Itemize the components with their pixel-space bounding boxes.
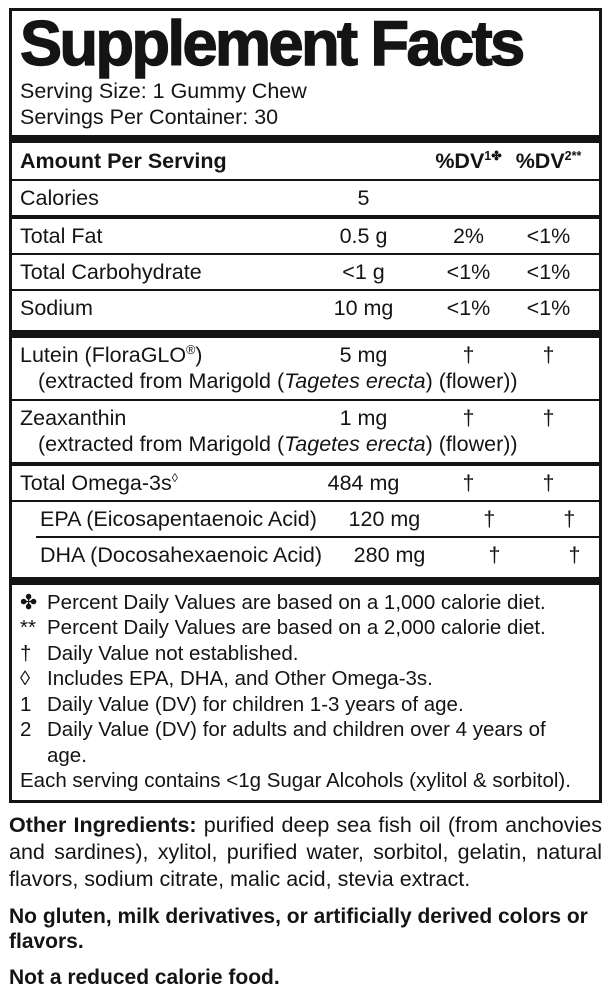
nutrient-dv1: <1% bbox=[446, 295, 491, 320]
nutrient-name-text: Lutein (FloraGLO bbox=[20, 342, 187, 367]
other-ingredients bbox=[9, 812, 602, 893]
footnote-text: Daily Value (DV) for adults and children over 4 years of age. bbox=[47, 718, 546, 767]
dv1-column-header bbox=[431, 149, 506, 174]
footnote-dv1 bbox=[20, 590, 591, 616]
other-ingredients-label: Other Ingredients: bbox=[9, 812, 197, 837]
source-note-post: ) (flower)) bbox=[425, 431, 518, 456]
botanical-name: Tagetes erecta bbox=[284, 431, 426, 456]
nutrient-dv2: † bbox=[542, 470, 555, 495]
source-note-pre: (extracted from Marigold ( bbox=[38, 431, 285, 456]
source-note-pre: (extracted from Marigold ( bbox=[38, 368, 285, 393]
nutrient-dv1: † bbox=[462, 405, 475, 430]
nutrient-name: Total Fat bbox=[20, 223, 103, 248]
table-row-sodium bbox=[20, 291, 591, 325]
other-ingredients-text: purified deep sea fish oil (from anchovies and sardines), xylitol, purified water, sorbitol, gelatin, natural flavors, sodium citrate, malic acid, stevia extract. bbox=[9, 812, 602, 891]
table-row-dha bbox=[20, 538, 591, 572]
botanical-name: Tagetes erecta bbox=[284, 368, 426, 393]
footnote-marker: ✤ bbox=[20, 590, 38, 614]
footnote-adults bbox=[20, 717, 591, 768]
nutrient-dv2: † bbox=[568, 542, 581, 567]
footnote-dv2 bbox=[20, 615, 591, 641]
serving-size: Serving Size: 1 Gummy Chew bbox=[20, 78, 307, 103]
nutrient-dv2: <1% bbox=[526, 223, 571, 248]
nutrient-amount: 280 mg bbox=[353, 542, 426, 567]
dv2-header-superscript: 2** bbox=[564, 148, 582, 163]
table-row-zeaxanthin bbox=[20, 401, 591, 435]
nutrient-dv2: <1% bbox=[526, 259, 571, 284]
allergen-claim: No gluten, milk derivatives, or artificially derived colors or flavors. bbox=[9, 904, 588, 953]
divider-thick bbox=[12, 577, 599, 585]
dv1-header-base: %DV bbox=[435, 148, 485, 173]
nutrient-dv1: 2% bbox=[452, 223, 485, 248]
nutrient-amount: 1 mg bbox=[339, 405, 388, 430]
nutrient-name bbox=[20, 471, 296, 496]
nutrient-dv1: † bbox=[483, 506, 496, 531]
nutrient-name: DHA (Docosahexaenoic Acid) bbox=[40, 542, 323, 567]
nutrient-name: Sodium bbox=[20, 295, 93, 320]
nutrient-name: EPA (Eicosapentaenoic Acid) bbox=[40, 506, 317, 531]
footnotes-section bbox=[20, 585, 591, 800]
nutrient-amount: 10 mg bbox=[333, 295, 394, 320]
nutrient-amount: 5 bbox=[357, 185, 370, 210]
amount-per-serving-header: Amount Per Serving bbox=[20, 148, 227, 173]
dv2-header-base: %DV bbox=[515, 148, 565, 173]
footnote-dagger bbox=[20, 641, 591, 667]
footnote-marker: 1 bbox=[20, 692, 32, 716]
table-row-total-omega3s bbox=[20, 466, 591, 500]
footnote-children bbox=[20, 692, 591, 718]
nutrient-name: Calories bbox=[20, 185, 99, 210]
nutrient-dv1: † bbox=[462, 470, 475, 495]
nutrient-amount: 0.5 g bbox=[339, 223, 388, 248]
table-header-row bbox=[20, 143, 591, 179]
nutrient-dv2: † bbox=[542, 342, 555, 367]
nutrient-amount: 120 mg bbox=[348, 506, 421, 531]
nutrient-dv2: <1% bbox=[526, 295, 571, 320]
nutrient-name: Zeaxanthin bbox=[20, 405, 127, 430]
facts-panel bbox=[9, 8, 602, 803]
table-row-lutein bbox=[20, 338, 591, 372]
lozenge-footnote-symbol: ◊ bbox=[171, 470, 178, 485]
footnote-marker: ** bbox=[20, 616, 36, 640]
nutrient-name-suffix: ) bbox=[195, 342, 203, 367]
footnote-text: Daily Value not established. bbox=[47, 641, 299, 665]
lutein-source-note bbox=[20, 369, 591, 399]
table-row-calories bbox=[20, 181, 591, 215]
nutrient-amount: 484 mg bbox=[327, 470, 400, 495]
nutrient-amount: 5 mg bbox=[339, 342, 388, 367]
nutrient-amount: <1 g bbox=[342, 259, 385, 284]
nutrient-dv2: † bbox=[563, 506, 576, 531]
zeaxanthin-source-note bbox=[20, 432, 591, 462]
divider-thick bbox=[12, 135, 599, 143]
footnote-marker: 2 bbox=[20, 718, 32, 742]
table-row-epa bbox=[20, 502, 591, 536]
nutrient-name: Total Carbohydrate bbox=[20, 259, 202, 284]
nutrient-dv1: † bbox=[488, 542, 501, 567]
nutrient-name-text: Total Omega-3s bbox=[20, 470, 172, 495]
registered-trademark-symbol: ® bbox=[186, 342, 196, 357]
footnote-text: Percent Daily Values are based on a 2,000 calorie diet. bbox=[47, 616, 546, 640]
nutrient-dv1: <1% bbox=[446, 259, 491, 284]
servings-per-container: Servings Per Container: 30 bbox=[20, 104, 279, 129]
panel-title: Supplement Facts bbox=[20, 9, 523, 79]
source-note-post: ) (flower)) bbox=[425, 368, 518, 393]
divider-thick bbox=[12, 330, 599, 338]
footnote-text: Percent Daily Values are based on a 1,000 calorie diet. bbox=[47, 590, 546, 614]
footnote-lozenge bbox=[20, 666, 591, 692]
footnote-marker: † bbox=[20, 641, 32, 665]
footnote-text: Includes EPA, DHA, and Other Omega-3s. bbox=[47, 667, 433, 691]
nutrient-dv1: † bbox=[462, 342, 475, 367]
footnote-marker: ◊ bbox=[20, 667, 31, 691]
dv2-column-header bbox=[506, 149, 591, 174]
sugar-alcohols-note: Each serving contains <1g Sugar Alcohols (xylitol & sorbitol). bbox=[20, 769, 571, 793]
dv1-header-superscript: 1✤ bbox=[484, 148, 502, 163]
footnote-text: Daily Value (DV) for children 1-3 years of age. bbox=[47, 692, 464, 716]
table-row-total-fat bbox=[20, 219, 591, 253]
nutrient-name bbox=[20, 343, 296, 368]
table-row-total-carbohydrate bbox=[20, 255, 591, 289]
calorie-claim: Not a reduced calorie food. bbox=[9, 965, 280, 989]
nutrient-dv2: † bbox=[542, 405, 555, 430]
